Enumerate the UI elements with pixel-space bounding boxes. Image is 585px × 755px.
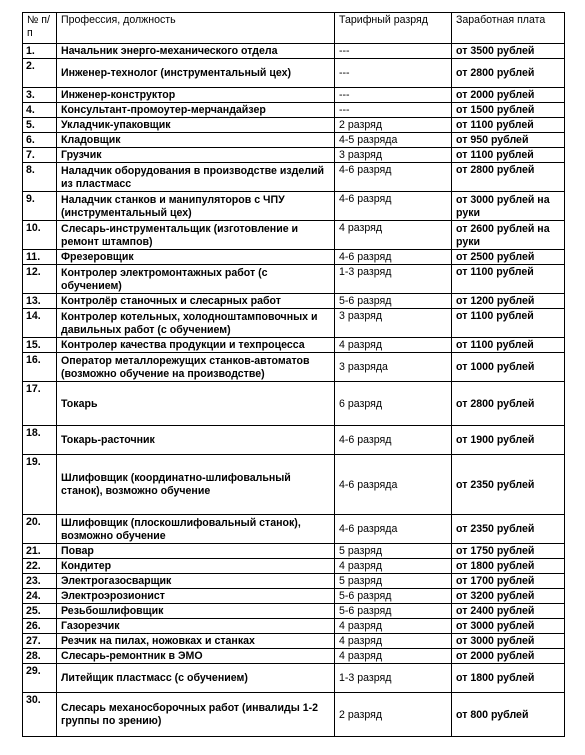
row-salary: от 1500 рублей (452, 103, 565, 118)
row-profession: Оператор металлорежущих станков-автоматов (возможно обучение на производстве) (57, 353, 335, 382)
table-row (23, 309, 565, 338)
row-num: 20. (23, 515, 57, 544)
row-grade: 4 разряд (335, 559, 452, 574)
row-salary: от 2400 рублей (452, 604, 565, 619)
row-salary: от 950 рублей (452, 133, 565, 148)
row-num: 7. (23, 148, 57, 163)
row-grade: 3 разряда (335, 353, 452, 382)
row-grade: 5-6 разряд (335, 604, 452, 619)
row-grade: 6 разряд (335, 382, 452, 426)
row-profession: Слесарь механосборочных работ (инвалиды 1-2 группы по зрению) (57, 693, 335, 737)
row-profession: Консультант-промоутер-мерчандайзер (57, 103, 335, 118)
table-row (23, 265, 565, 294)
row-profession: Токарь (57, 382, 335, 426)
row-profession: Резьбошлифовщик (57, 604, 335, 619)
row-grade: --- (335, 59, 452, 88)
row-num: 19. (23, 455, 57, 515)
table-row (23, 589, 565, 604)
row-num: 2. (23, 59, 57, 88)
vacancy-table-container (22, 12, 565, 737)
row-num: 26. (23, 619, 57, 634)
header-salary: Заработная плата (452, 13, 565, 44)
row-grade: 5-6 разряд (335, 589, 452, 604)
row-num: 6. (23, 133, 57, 148)
table-row (23, 634, 565, 649)
row-profession: Слесарь-инструментальщик (изготовление и ремонт штампов) (57, 221, 335, 250)
header-grade: Тарифный разряд (335, 13, 452, 44)
row-num: 9. (23, 192, 57, 221)
table-row (23, 693, 565, 737)
row-num: 11. (23, 250, 57, 265)
row-num: 8. (23, 163, 57, 192)
row-num: 10. (23, 221, 57, 250)
table-header-row (23, 13, 565, 44)
row-num: 3. (23, 88, 57, 103)
row-num: 13. (23, 294, 57, 309)
table-row (23, 163, 565, 192)
row-profession: Электрогазосварщик (57, 574, 335, 589)
table-row (23, 133, 565, 148)
header-profession: Профессия, должность (57, 13, 335, 44)
row-profession: Газорезчик (57, 619, 335, 634)
row-salary: от 2350 рублей (452, 515, 565, 544)
table-row (23, 574, 565, 589)
row-profession: Кондитер (57, 559, 335, 574)
row-salary: от 2350 рублей (452, 455, 565, 515)
table-row (23, 338, 565, 353)
row-grade: 1-3 разряд (335, 265, 452, 294)
row-grade: 4-6 разряд (335, 192, 452, 221)
row-salary: от 3500 рублей (452, 44, 565, 59)
row-salary: от 3200 рублей (452, 589, 565, 604)
table-row (23, 103, 565, 118)
row-grade: 2 разряд (335, 118, 452, 133)
row-salary: от 1100 рублей (452, 118, 565, 133)
row-num: 1. (23, 44, 57, 59)
table-row (23, 664, 565, 693)
row-profession: Грузчик (57, 148, 335, 163)
row-profession: Электроэрозионист (57, 589, 335, 604)
row-profession: Начальник энерго-механического отдела (57, 44, 335, 59)
table-row (23, 426, 565, 455)
row-salary: от 1800 рублей (452, 559, 565, 574)
row-salary: от 1100 рублей (452, 265, 565, 294)
row-profession: Наладчик оборудования в производстве изделий из пластмасс (57, 163, 335, 192)
table-row (23, 118, 565, 133)
row-profession: Контролер котельных, холодноштамповочных и давильных работ (с обучением) (57, 309, 335, 338)
row-grade: 5 разряд (335, 544, 452, 559)
row-num: 24. (23, 589, 57, 604)
row-profession: Контролер электромонтажных работ (с обучением) (57, 265, 335, 294)
row-salary: от 2800 рублей (452, 59, 565, 88)
table-row (23, 382, 565, 426)
row-profession: Токарь-расточник (57, 426, 335, 455)
row-profession: Контролёр станочных и слесарных работ (57, 294, 335, 309)
table-row (23, 221, 565, 250)
table-row (23, 353, 565, 382)
row-num: 29. (23, 664, 57, 693)
row-salary: от 1200 рублей (452, 294, 565, 309)
row-num: 12. (23, 265, 57, 294)
row-num: 17. (23, 382, 57, 426)
table-row (23, 250, 565, 265)
row-profession: Шлифовщик (координатно-шлифовальный станок), возможно обучение (57, 455, 335, 515)
row-grade: 1-3 разряд (335, 664, 452, 693)
row-num: 18. (23, 426, 57, 455)
table-row (23, 455, 565, 515)
row-grade: 4 разряд (335, 649, 452, 664)
row-num: 5. (23, 118, 57, 133)
row-grade: 4-6 разряд (335, 250, 452, 265)
row-profession: Фрезеровщик (57, 250, 335, 265)
table-row (23, 604, 565, 619)
row-num: 21. (23, 544, 57, 559)
row-num: 16. (23, 353, 57, 382)
row-profession: Инженер-технолог (инструментальный цех) (57, 59, 335, 88)
row-grade: --- (335, 103, 452, 118)
row-grade: 4-5 разряда (335, 133, 452, 148)
row-profession: Литейщик пластмасс (с обучением) (57, 664, 335, 693)
row-salary: от 2500 рублей (452, 250, 565, 265)
row-profession: Повар (57, 544, 335, 559)
row-salary: от 2800 рублей (452, 163, 565, 192)
row-num: 15. (23, 338, 57, 353)
row-num: 25. (23, 604, 57, 619)
row-salary: от 1700 рублей (452, 574, 565, 589)
table-row (23, 559, 565, 574)
row-grade: --- (335, 88, 452, 103)
row-salary: от 1100 рублей (452, 338, 565, 353)
row-grade: --- (335, 44, 452, 59)
table-row (23, 649, 565, 664)
row-num: 30. (23, 693, 57, 737)
row-salary: от 800 рублей (452, 693, 565, 737)
row-num: 22. (23, 559, 57, 574)
row-salary: от 1100 рублей (452, 148, 565, 163)
row-num: 14. (23, 309, 57, 338)
row-salary: от 3000 рублей (452, 619, 565, 634)
row-grade: 2 разряд (335, 693, 452, 737)
row-profession: Слесарь-ремонтник в ЭМО (57, 649, 335, 664)
row-salary: от 3000 рублей (452, 634, 565, 649)
table-row (23, 544, 565, 559)
row-grade: 5-6 разряд (335, 294, 452, 309)
row-profession: Контролер качества продукции и техпроцесса (57, 338, 335, 353)
row-profession: Наладчик станков и манипуляторов с ЧПУ (инструментальный цех) (57, 192, 335, 221)
row-salary: от 3000 рублей на руки (452, 192, 565, 221)
row-salary: от 2600 рублей на руки (452, 221, 565, 250)
row-salary: от 2000 рублей (452, 88, 565, 103)
row-num: 27. (23, 634, 57, 649)
row-salary: от 2800 рублей (452, 382, 565, 426)
table-row (23, 294, 565, 309)
row-profession: Кладовщик (57, 133, 335, 148)
row-grade: 4 разряд (335, 338, 452, 353)
row-salary: от 1100 рублей (452, 309, 565, 338)
table-row (23, 515, 565, 544)
vacancy-table (22, 12, 565, 737)
row-grade: 4-6 разряд (335, 426, 452, 455)
row-grade: 5 разряд (335, 574, 452, 589)
row-profession: Укладчик-упаковщик (57, 118, 335, 133)
row-grade: 4-6 разряда (335, 515, 452, 544)
row-grade: 3 разряд (335, 148, 452, 163)
row-salary: от 1800 рублей (452, 664, 565, 693)
row-grade: 4-6 разряда (335, 455, 452, 515)
row-num: 4. (23, 103, 57, 118)
row-grade: 4-6 разряд (335, 163, 452, 192)
row-profession: Инженер-конструктор (57, 88, 335, 103)
row-grade: 4 разряд (335, 221, 452, 250)
header-num: № п/п (23, 13, 57, 44)
row-grade: 3 разряд (335, 309, 452, 338)
row-salary: от 1750 рублей (452, 544, 565, 559)
row-profession: Шлифовщик (плоскошлифовальный станок), возможно обучение (57, 515, 335, 544)
table-row (23, 192, 565, 221)
row-grade: 4 разряд (335, 619, 452, 634)
table-row (23, 44, 565, 59)
row-num: 28. (23, 649, 57, 664)
row-profession: Резчик на пилах, ножовках и станках (57, 634, 335, 649)
table-row (23, 59, 565, 88)
row-num: 23. (23, 574, 57, 589)
table-row (23, 88, 565, 103)
row-salary: от 1000 рублей (452, 353, 565, 382)
row-salary: от 2000 рублей (452, 649, 565, 664)
table-row (23, 148, 565, 163)
row-grade: 4 разряд (335, 634, 452, 649)
table-row (23, 619, 565, 634)
row-salary: от 1900 рублей (452, 426, 565, 455)
